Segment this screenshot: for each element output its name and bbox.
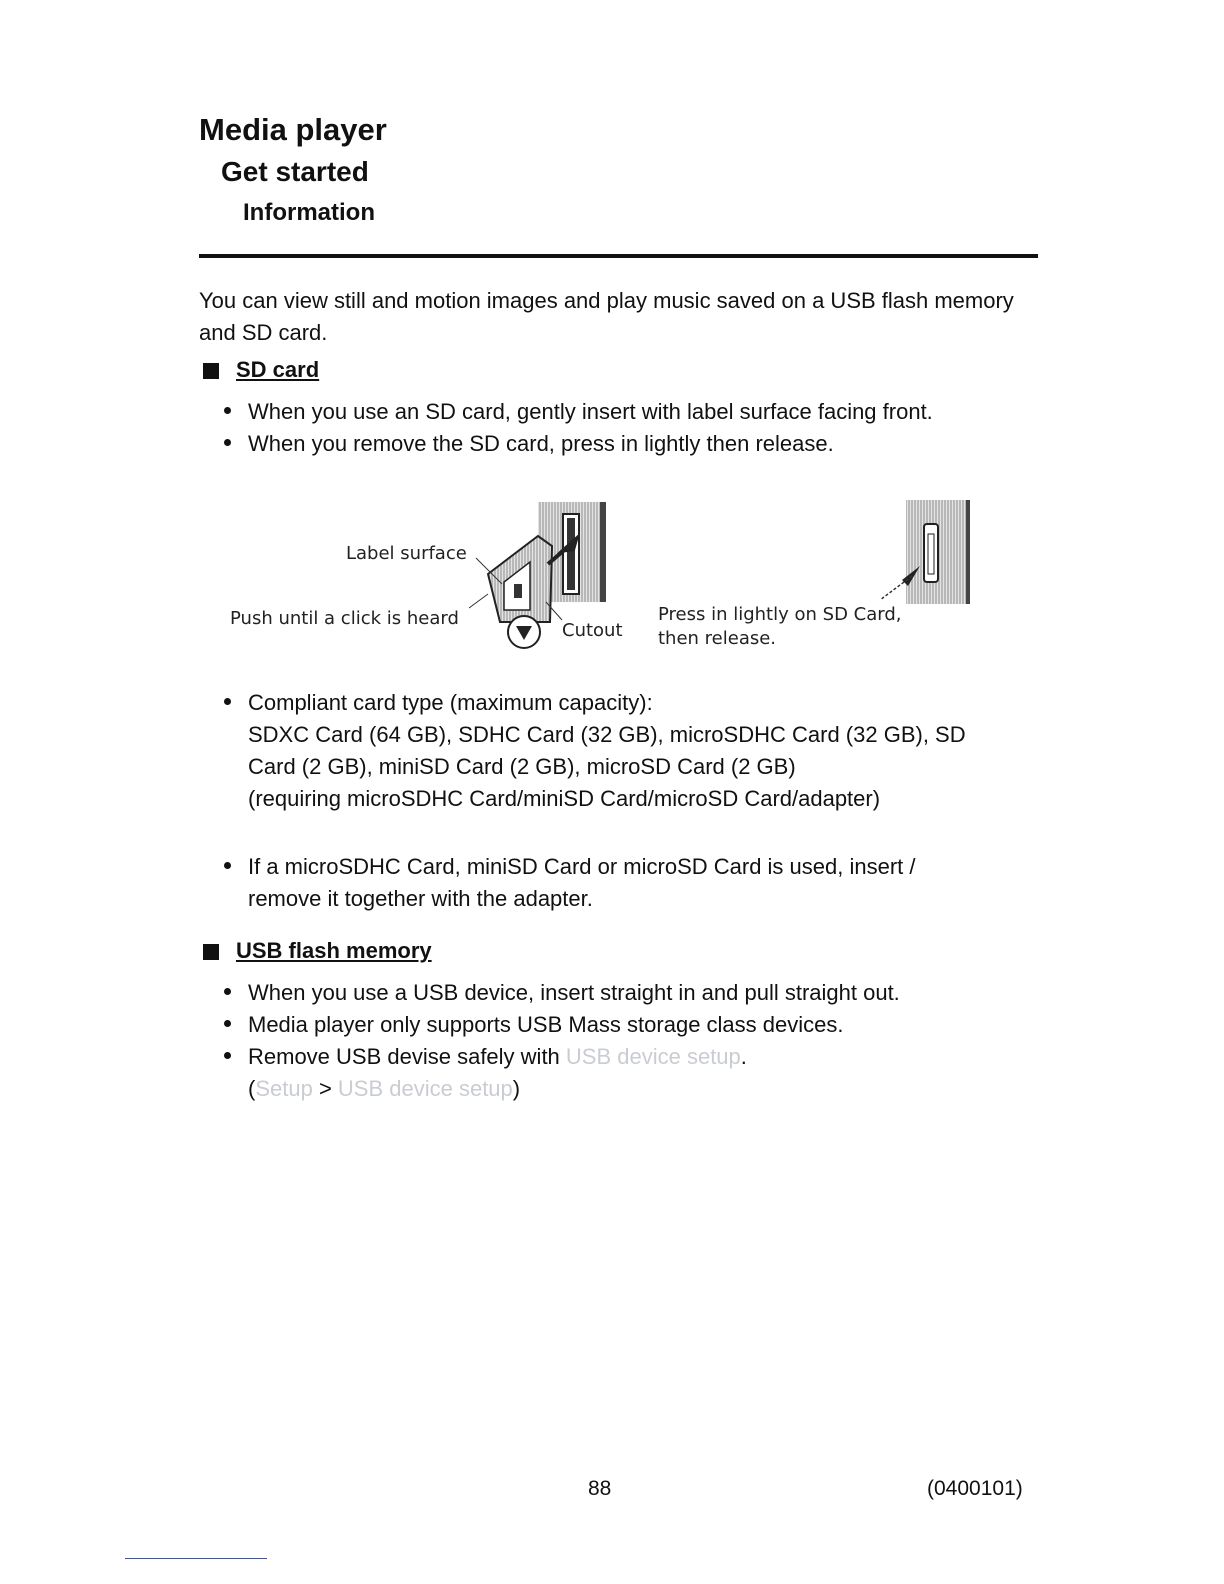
bullet-icon xyxy=(224,988,231,995)
page-title: Media player xyxy=(199,112,387,147)
footer-rule xyxy=(125,1558,267,1559)
usb-remove-text: Remove USB devise safely with xyxy=(248,1044,566,1069)
bullet-icon xyxy=(224,1020,231,1027)
intro-paragraph: You can view still and motion images and play music saved on a USB flash memory and SD card. xyxy=(199,288,1014,345)
setup-link[interactable]: Setup xyxy=(255,1076,313,1101)
usb-bullet-support: Media player only supports USB Mass storage class devices. xyxy=(248,1012,844,1037)
bullet-icon xyxy=(224,862,231,869)
path-open: ( xyxy=(248,1076,256,1101)
bullet-icon xyxy=(224,698,231,705)
cutout-icon xyxy=(508,616,540,648)
press-label-line2: then release. xyxy=(658,628,777,649)
usb-bullet-insert: When you use a USB device, insert straight in and pull straight out. xyxy=(248,980,900,1005)
compliant-line1: Compliant card type (maximum capacity): xyxy=(248,690,653,715)
compliant-line2: SDXC Card (64 GB), SDHC Card (32 GB), microSDHC Card (32 GB), SD xyxy=(248,722,966,747)
section-heading: Information xyxy=(243,199,375,226)
sd-bullet-remove: When you remove the SD card, press in lightly then release. xyxy=(248,431,834,456)
sd-card-insertion-figure xyxy=(226,494,986,664)
sd-bullet-insert: When you use an SD card, gently insert with label surface facing front. xyxy=(248,399,933,424)
usb-remove-suffix: . xyxy=(740,1044,747,1069)
usb-section-marker-icon xyxy=(203,944,219,960)
bullet-icon xyxy=(224,407,231,414)
adapter-line2: remove it together with the adapter. xyxy=(248,886,593,911)
bullet-icon xyxy=(224,1052,231,1059)
compliant-line3: Card (2 GB), miniSD Card (2 GB), microSD Card (2 GB) xyxy=(248,754,796,779)
compliant-line4: (requiring microSDHC Card/miniSD Card/microSD Card/adapter) xyxy=(248,786,881,811)
label-surface-label: Label surface xyxy=(346,543,467,564)
document-code: (0400101) xyxy=(927,1477,1023,1500)
usb-device-setup-link[interactable]: USB device setup xyxy=(565,1044,741,1069)
cutout-label: Cutout xyxy=(562,620,623,641)
bullet-icon xyxy=(224,439,231,446)
usb-device-setup-path-link[interactable]: USB device setup xyxy=(337,1076,513,1101)
usb-setup-path xyxy=(248,1073,520,1105)
usb-bullet-remove xyxy=(248,1041,747,1073)
path-separator: > xyxy=(312,1076,338,1101)
push-label: Push until a click is heard xyxy=(230,608,459,629)
press-label-line1: Press in lightly on SD Card, xyxy=(658,604,902,625)
page-number: 88 xyxy=(588,1477,612,1500)
card-slot-release-illustration xyxy=(880,500,970,604)
adapter-line1: If a microSDHC Card, miniSD Card or microSD Card is used, insert / xyxy=(248,854,916,879)
sd-section-marker-icon xyxy=(203,363,219,379)
sd-card-heading: SD card xyxy=(236,357,320,382)
page-subtitle: Get started xyxy=(221,156,369,187)
usb-heading: USB flash memory xyxy=(236,938,432,963)
heading-divider xyxy=(199,254,1038,258)
path-close: ) xyxy=(512,1076,521,1101)
